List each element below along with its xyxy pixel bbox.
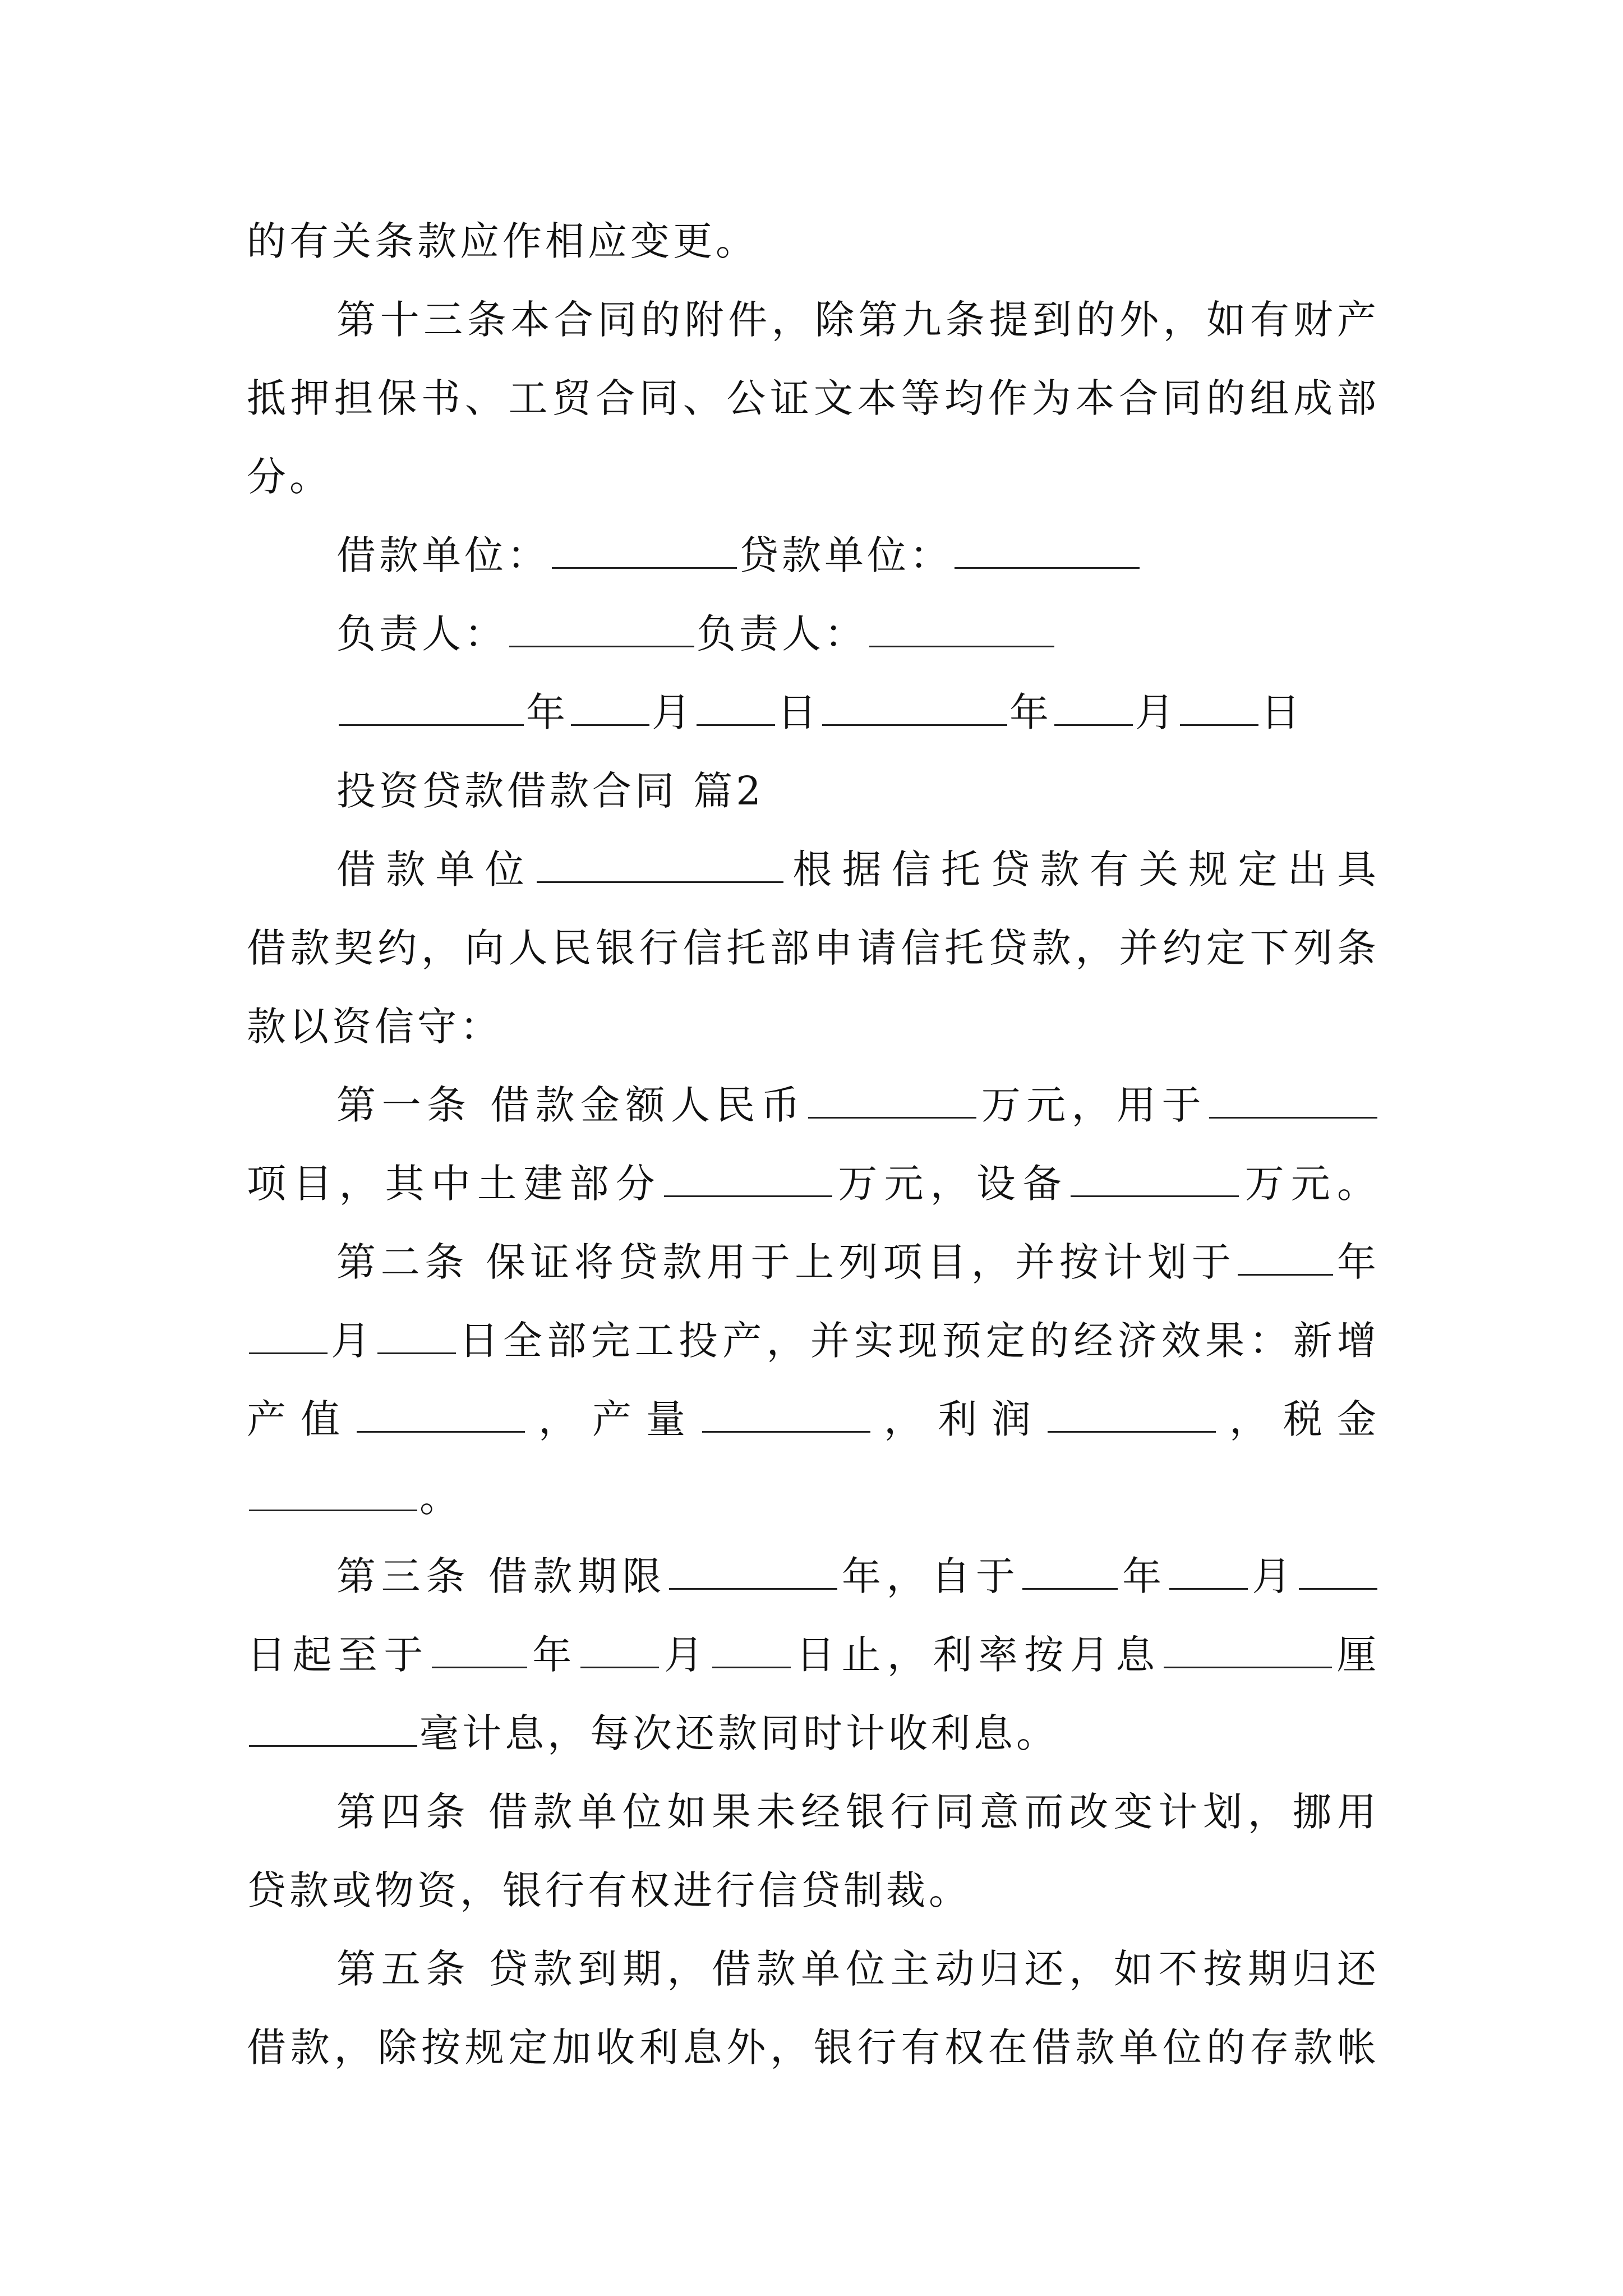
document-body — [247, 202, 1380, 2087]
signature-responsible-line: 负责人： 负责人： — [247, 595, 1380, 673]
text-line: 。 — [247, 1458, 1380, 1537]
borrower-intro-paragraph: 借款单位 根据信托贷款有关规定出具 — [247, 830, 1380, 909]
completion-day-blank[interactable] — [377, 1315, 456, 1355]
output-volume-blank[interactable] — [702, 1394, 870, 1433]
date-day-blank[interactable] — [697, 687, 775, 726]
date-year-blank[interactable] — [822, 687, 1007, 726]
completion-month-blank[interactable] — [249, 1315, 328, 1355]
end-month-blank[interactable] — [580, 1630, 659, 1669]
text-line: 项目，其中土建部分 万元，设备 万元。 — [247, 1144, 1380, 1223]
output-value-blank[interactable] — [357, 1394, 525, 1433]
profit-blank[interactable] — [1048, 1394, 1216, 1433]
loan-term-blank[interactable] — [669, 1551, 837, 1590]
text-line: 日起至于 年 月 日止，利率按月息 厘 — [247, 1616, 1380, 1694]
borrower-responsible-blank[interactable] — [509, 609, 694, 648]
monthly-rate-li-blank[interactable] — [1164, 1630, 1332, 1669]
monthly-rate-hao-blank[interactable] — [249, 1708, 417, 1747]
equipment-amount-blank[interactable] — [1071, 1158, 1239, 1198]
article-5-paragraph: 第五条 贷款到期，借款单位主动归还，如不按期归还 — [336, 1946, 1380, 1992]
completion-year-blank[interactable] — [1238, 1237, 1333, 1276]
signature-date-line: 年 月 日 年 月 日 — [247, 673, 1380, 752]
end-day-blank[interactable] — [712, 1630, 791, 1669]
start-day-blank[interactable] — [1299, 1551, 1377, 1590]
text-line: 毫计息，每次还款同时计收利息。 — [247, 1694, 1380, 1773]
tax-blank[interactable] — [249, 1473, 417, 1512]
article-3-paragraph: 第三条 借款期限 年，自于 年 月 — [247, 1537, 1380, 1616]
loan-amount-blank[interactable] — [808, 1080, 976, 1119]
date-month-blank[interactable] — [571, 687, 649, 726]
text-line: 借款契约，向人民银行信托部申请信托贷款，并约定下列条 — [247, 925, 1380, 971]
lender-responsible-blank[interactable] — [869, 609, 1054, 648]
article-4-paragraph: 第四条 借款单位如果未经银行同意而改变计划，挪用 — [336, 1789, 1380, 1835]
start-month-blank[interactable] — [1169, 1551, 1248, 1590]
date-month-blank[interactable] — [1054, 687, 1133, 726]
section-heading: 投资贷款借款合同 篇2 — [336, 768, 764, 814]
article-1-paragraph: 第一条 借款金额人民币 万元，用于 — [247, 1066, 1380, 1144]
article-2-paragraph: 第二条 保证将贷款用于上列项目，并按计划于 年 — [247, 1223, 1380, 1301]
text-line: 贷款或物资，银行有权进行信贷制裁。 — [247, 1867, 971, 1913]
text-line: 产值 ，产量 ，利润 ，税金 — [247, 1380, 1380, 1458]
borrower-name-blank[interactable] — [537, 844, 783, 884]
text-line: 的有关条款应作相应变更。 — [247, 218, 758, 264]
date-day-blank[interactable] — [1180, 687, 1258, 726]
start-year-blank[interactable] — [1022, 1551, 1118, 1590]
borrower-unit-blank[interactable] — [552, 530, 737, 569]
loan-purpose-blank[interactable] — [1209, 1080, 1377, 1119]
text-line: 款以资信守： — [247, 1004, 502, 1050]
signature-units-line: 借款单位： 贷款单位： — [247, 516, 1380, 595]
end-year-blank[interactable] — [432, 1630, 527, 1669]
article-13-paragraph: 第十三条本合同的附件，除第九条提到的外，如有财产 — [336, 297, 1380, 343]
lender-unit-blank[interactable] — [955, 530, 1140, 569]
construction-amount-blank[interactable] — [664, 1158, 832, 1198]
date-year-blank[interactable] — [339, 687, 524, 726]
text-line: 借款，除按规定加收利息外，银行有权在借款单位的存款帐 — [247, 2024, 1380, 2070]
text-line: 抵押担保书、工贸合同、公证文本等均作为本合同的组成部 — [247, 375, 1380, 421]
text-line: 月 日全部完工投产，并实现预定的经济效果：新增 — [247, 1301, 1380, 1380]
text-line: 分。 — [247, 454, 332, 500]
